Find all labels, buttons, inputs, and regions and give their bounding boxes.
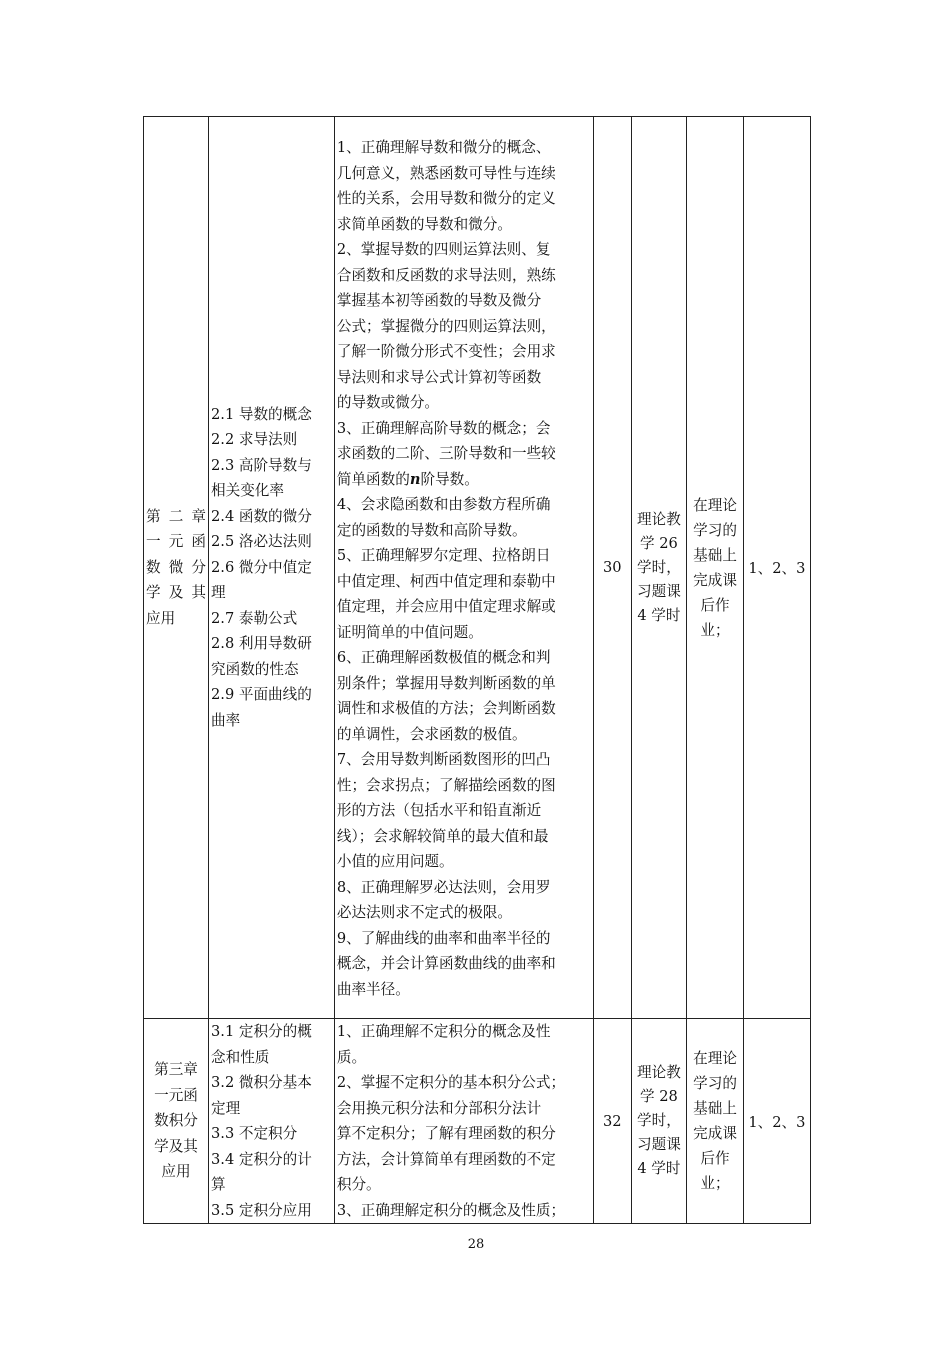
objective-line: 8、正确理解罗必达法则，会用罗 [336,878,551,896]
chapter-title: 第二章 一元函 数微分 学及其 应用 [146,507,207,627]
topics-list [211,402,332,734]
topic-line: 3.5 定积分应用 [211,1201,312,1219]
objective-line: 必达法则求不定式的极限。 [336,904,512,921]
references-value: 1、2、3 [748,1113,806,1131]
objective-line: 9、了解曲线的曲率和曲率半径的 [336,929,551,947]
objective-line: 算不定积分；了解有理函数的积分 [336,1125,556,1142]
homework-requirement: 在理论 学习的 基础上 完成课 后作 业； [693,496,737,639]
topic-line: 2.5 洛必达法则 [211,533,312,551]
objective-line: 简单函数的n阶导数。 [336,470,479,488]
objectives-cell [334,1019,593,1224]
topic-line: 2.9 平面曲线的 [211,686,312,704]
objective-line: 别条件；掌握用导数判断函数的单 [336,674,556,692]
objective-line: 3、正确理解定积分的概念及性质； [336,1201,566,1219]
objective-line: 形的方法（包括水平和铅直渐近 [336,802,542,819]
objective-line: 3、正确理解高阶导数的概念；会 [336,419,551,437]
teaching-method: 理论教 学 28 学时， 习题课 4 学时 [637,1064,681,1177]
objective-line: 性的关系，会用导数和微分的定义 [336,190,556,207]
hours-cell [593,117,631,1019]
homework-requirement: 在理论 学习的 基础上 完成课 后作 业； [693,1050,737,1192]
objective-line: 值定理，并会应用中值定理求解或 [336,598,556,615]
topic-line: 2.6 微分中值定 [211,558,312,576]
objective-line: 小值的应用问题。 [336,853,454,870]
objectives-list [337,1019,591,1223]
chapter-cell [144,117,209,1019]
topic-line: 3.1 定积分的概 [211,1023,312,1040]
references-cell [743,1019,810,1224]
topic-line: 3.2 微积分基本 [211,1074,312,1091]
teaching-cell [631,117,687,1019]
objective-line: 曲率半径。 [336,980,410,998]
objectives-list [337,133,591,1002]
chapter-title: 第三章 一元函 数积分 学及其 应用 [154,1061,198,1181]
objective-line: 的导数或微分。 [336,394,440,411]
objective-line: 2、掌握不定积分的基本积分公式； [336,1074,566,1091]
teaching-method: 理论教 学 26 学时， 习题课 4 学时 [637,510,681,624]
references-value: 1、2、3 [748,560,806,577]
objective-line: 几何意义，熟悉函数可导性与连续 [336,164,556,182]
objective-line: 积分。 [336,1176,381,1193]
objective-line: 公式；掌握微分的四则运算法则， [336,317,556,335]
topic-line: 相关变化率 [211,482,284,500]
table-row [144,117,811,1019]
topics-cell [209,117,335,1019]
homework-cell [687,117,744,1019]
hours-cell [593,1019,631,1224]
topics-cell [209,1019,335,1224]
objective-line: 6、正确理解函数极值的概念和判 [336,649,551,666]
objective-line: 定的函数的导数和高阶导数。 [336,521,527,539]
teaching-cell [631,1019,687,1224]
topic-line: 究函数的性态 [211,660,299,678]
topic-line: 2.1 导数的概念 [211,405,312,423]
hours-value: 32 [602,1112,622,1130]
objective-line: 证明简单的中值问题。 [336,623,483,641]
objective-line: 线）；会求解较简单的最大值和最 [336,827,549,845]
topic-line: 2.2 求导法则 [211,431,298,449]
objective-line: 5、正确理解罗尔定理、拉格朗日 [336,547,551,564]
topic-line: 2.4 函数的微分 [211,507,312,525]
objective-line: 求函数的二阶、三阶导数和一些较 [336,445,556,462]
objective-line: 掌握基本初等函数的导数及微分 [336,292,542,309]
objective-line: 2、掌握导数的四则运算法则、复 [336,241,551,258]
objective-line: 1、正确理解不定积分的概念及性 [336,1023,551,1040]
objective-line: 4、会求隐函数和由参数方程所确 [336,496,551,513]
topic-line: 3.3 不定积分 [211,1125,298,1142]
topic-line: 念和性质 [211,1048,270,1066]
topic-line: 2.8 利用导数研 [211,635,312,653]
objective-line: 合函数和反函数的求导法则，熟练 [336,266,556,284]
objective-line: 的单调性，会求函数的极值。 [336,725,527,743]
objective-line: 性；会求拐点；了解描绘函数的图 [336,776,556,794]
objective-line: 概念，并会计算函数曲线的曲率和 [336,955,556,972]
objective-line: 质。 [336,1048,367,1066]
topic-line: 3.4 定积分的计 [211,1150,312,1168]
hours-value: 30 [602,559,622,576]
objective-line: 调性和求极值的方法；会判断函数 [336,700,556,717]
objective-line: 求简单函数的导数和微分。 [336,215,512,233]
objectives-cell [334,117,593,1019]
objective-line: 导法则和求导公式计算初等函数 [336,368,542,386]
references-cell [743,117,810,1019]
objective-line: 了解一阶微分形式不变性；会用求 [336,343,556,360]
topic-line: 曲率 [211,711,241,729]
objective-line: 1、正确理解导数和微分的概念、 [336,139,551,156]
objective-line: 会用换元积分法和分部积分法计 [336,1099,542,1117]
topic-line: 2.3 高阶导数与 [211,456,312,474]
table-row [144,1019,811,1224]
page-number: 28 [467,1237,485,1252]
chapter-cell [144,1019,209,1224]
syllabus-table [143,116,811,1224]
homework-cell [687,1019,744,1224]
topic-line: 定理 [211,1099,241,1117]
objective-line: 中值定理、柯西中值定理和泰勒中 [336,572,556,590]
topic-line: 理 [211,584,226,602]
topic-line: 2.7 泰勒公式 [211,609,298,627]
topics-list [211,1019,332,1223]
objective-line: 方法，会计算简单有理函数的不定 [336,1150,556,1168]
topic-line: 算 [211,1176,226,1193]
objective-line: 7、会用导数判断函数图形的凹凸 [336,751,551,768]
